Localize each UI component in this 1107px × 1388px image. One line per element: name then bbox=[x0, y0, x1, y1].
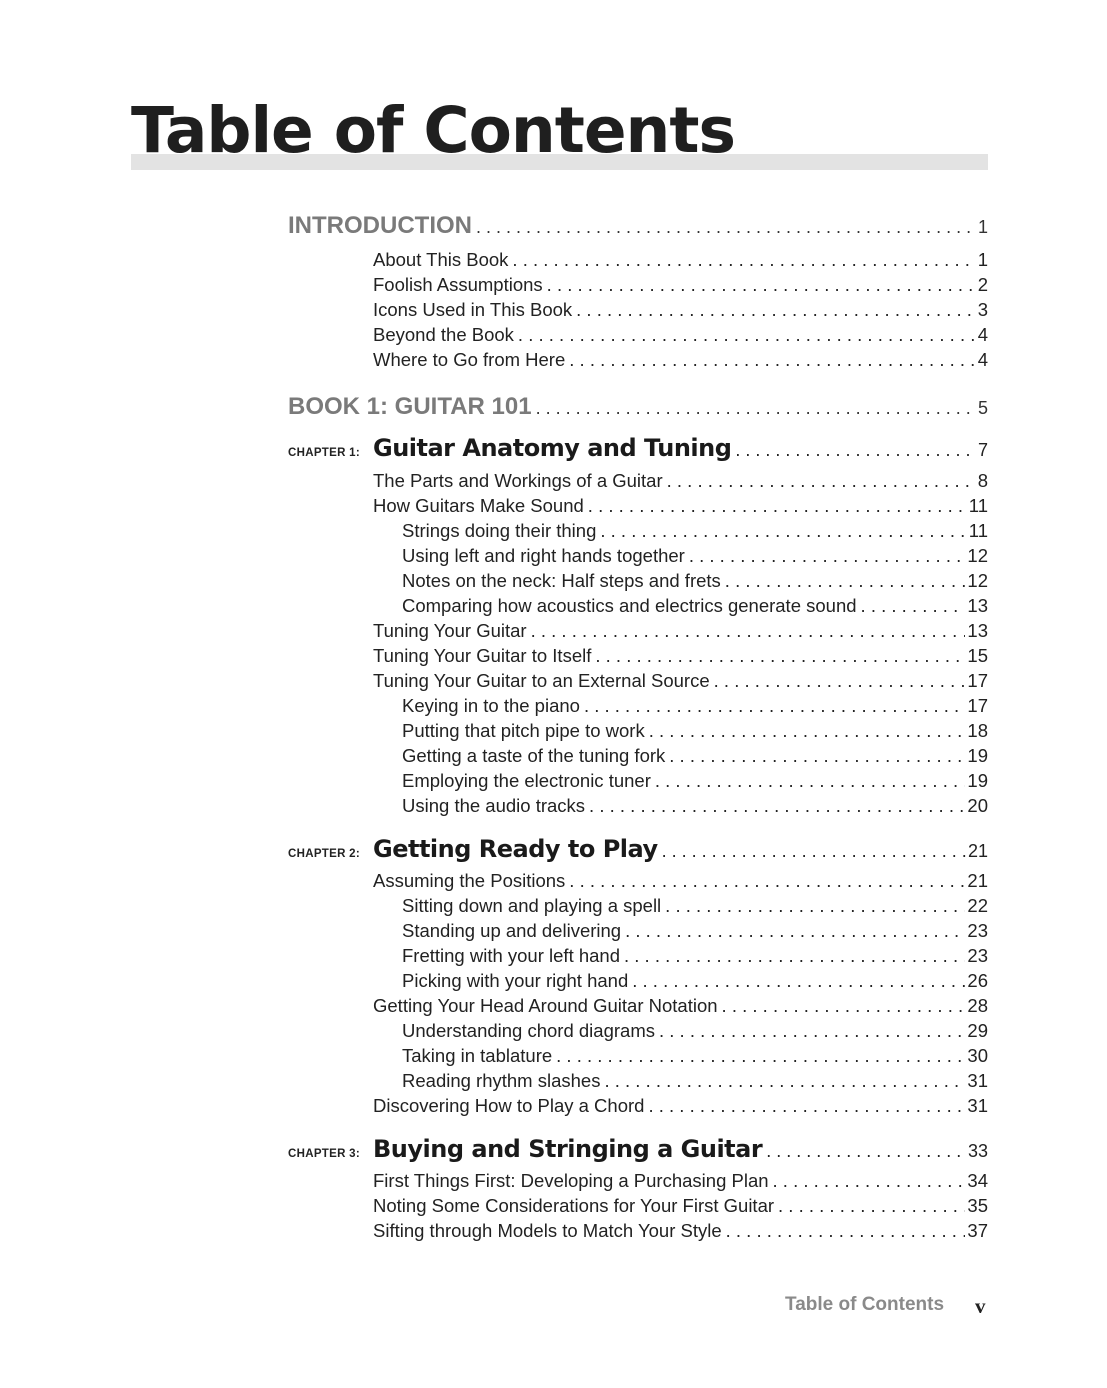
entry-label: Using the audio tracks bbox=[402, 795, 586, 816]
toc-entry[interactable] bbox=[373, 620, 988, 642]
page-title: Table of Contents bbox=[131, 94, 736, 167]
toc-subentry[interactable] bbox=[402, 570, 988, 592]
toc-entry[interactable] bbox=[373, 324, 988, 346]
entry-label: Sifting through Models to Match Your Style bbox=[373, 1220, 722, 1241]
toc-entry[interactable] bbox=[373, 1170, 988, 1192]
entry-label: How Guitars Make Sound bbox=[373, 495, 584, 516]
entry-label: Icons Used in This Book bbox=[373, 299, 573, 320]
toc-entry[interactable] bbox=[373, 870, 988, 892]
dot-leader bbox=[655, 770, 966, 792]
toc-subentry[interactable] bbox=[402, 720, 988, 742]
dot-leader bbox=[766, 1141, 966, 1162]
dot-leader bbox=[778, 1195, 965, 1217]
chapter-title: Buying and Stringing a Guitar bbox=[373, 1135, 763, 1163]
toc-subentry[interactable] bbox=[402, 695, 988, 717]
toc-subentry[interactable] bbox=[402, 795, 988, 817]
dot-leader bbox=[725, 570, 966, 592]
entry-label: Tuning Your Guitar to Itself bbox=[373, 645, 592, 666]
entry-label: Getting Your Head Around Guitar Notation bbox=[373, 995, 718, 1016]
toc-entry[interactable] bbox=[373, 249, 988, 271]
dot-leader bbox=[536, 398, 976, 419]
page-number: 26 bbox=[967, 970, 988, 991]
page-number: 33 bbox=[967, 1141, 988, 1161]
entry-label: First Things First: Developing a Purchasing Plan bbox=[373, 1170, 769, 1191]
dot-leader bbox=[861, 595, 966, 617]
entry-label: Reading rhythm slashes bbox=[402, 1070, 601, 1091]
page-number: 19 bbox=[967, 745, 988, 766]
page-number: 11 bbox=[968, 495, 988, 516]
page-number: 13 bbox=[967, 620, 988, 641]
toc-subentry[interactable] bbox=[402, 945, 988, 967]
page-number: 1 bbox=[977, 217, 988, 237]
chapter-number: CHAPTER 2: bbox=[288, 848, 361, 860]
dot-leader bbox=[589, 795, 965, 817]
dot-leader bbox=[595, 645, 965, 667]
page-number: 18 bbox=[967, 720, 988, 741]
dot-leader bbox=[518, 324, 976, 346]
entry-label: Taking in tablature bbox=[402, 1045, 553, 1066]
entry-label: Fretting with your left hand bbox=[402, 945, 620, 966]
toc-entry[interactable] bbox=[373, 349, 988, 371]
dot-leader bbox=[632, 970, 965, 992]
page-number: 22 bbox=[967, 895, 988, 916]
toc-entry[interactable] bbox=[373, 1095, 988, 1117]
page-number: 8 bbox=[977, 470, 988, 491]
page-number: 13 bbox=[967, 595, 988, 616]
dot-leader bbox=[569, 349, 975, 371]
toc-subentry[interactable] bbox=[402, 1020, 988, 1042]
page-number: 7 bbox=[977, 440, 988, 460]
dot-leader bbox=[714, 670, 966, 692]
toc-chapter-3[interactable] bbox=[288, 1135, 988, 1163]
page-number: 2 bbox=[977, 274, 988, 295]
toc-part-book-1[interactable] bbox=[288, 393, 988, 421]
page-number: 4 bbox=[977, 324, 988, 345]
dot-leader bbox=[604, 1070, 965, 1092]
toc-entry[interactable] bbox=[373, 1220, 988, 1242]
page-number: 19 bbox=[967, 770, 988, 791]
entry-label: Tuning Your Guitar bbox=[373, 620, 527, 641]
toc-chapter-2[interactable] bbox=[288, 835, 988, 863]
toc-subentry[interactable] bbox=[402, 520, 988, 542]
page-number: 17 bbox=[967, 670, 988, 691]
page-number: 23 bbox=[967, 920, 988, 941]
entry-label: Getting a taste of the tuning fork bbox=[402, 745, 666, 766]
page-number: 21 bbox=[967, 841, 988, 861]
entry-label: Discovering How to Play a Chord bbox=[373, 1095, 645, 1116]
page-number: 11 bbox=[968, 520, 988, 541]
dot-leader bbox=[662, 841, 966, 862]
dot-leader bbox=[689, 545, 966, 567]
page-number: 31 bbox=[967, 1095, 988, 1116]
page-number: 21 bbox=[967, 870, 988, 891]
entry-label: Assuming the Positions bbox=[373, 870, 566, 891]
dot-leader bbox=[722, 995, 966, 1017]
toc-entry[interactable] bbox=[373, 670, 988, 692]
entry-label: Comparing how acoustics and electrics generate sound bbox=[402, 595, 857, 616]
page-number: 12 bbox=[967, 545, 988, 566]
toc-entry[interactable] bbox=[373, 470, 988, 492]
toc-entry[interactable] bbox=[373, 299, 988, 321]
dot-leader bbox=[648, 1095, 965, 1117]
toc-subentry[interactable] bbox=[402, 970, 988, 992]
page-number: 15 bbox=[967, 645, 988, 666]
toc-subentry[interactable] bbox=[402, 595, 988, 617]
toc-subentry[interactable] bbox=[402, 745, 988, 767]
entry-label: Keying in to the piano bbox=[402, 695, 580, 716]
entry-label: About This Book bbox=[373, 249, 509, 270]
dot-leader bbox=[665, 895, 965, 917]
toc-entry[interactable] bbox=[373, 1195, 988, 1217]
page-number: 3 bbox=[977, 299, 988, 320]
dot-leader bbox=[726, 1220, 966, 1242]
entry-label: Noting Some Considerations for Your First Guitar bbox=[373, 1195, 775, 1216]
toc-entry[interactable] bbox=[373, 274, 988, 296]
toc-subentry[interactable] bbox=[402, 545, 988, 567]
toc-entry[interactable] bbox=[373, 495, 988, 517]
entry-label: Using left and right hands together bbox=[402, 545, 685, 566]
dot-leader bbox=[669, 745, 965, 767]
dot-leader bbox=[625, 920, 965, 942]
entry-label: Foolish Assumptions bbox=[373, 274, 543, 295]
page-number: 1 bbox=[977, 249, 988, 270]
dot-leader bbox=[667, 470, 976, 492]
page-number: 20 bbox=[967, 795, 988, 816]
part-label: BOOK 1: GUITAR 101 bbox=[288, 393, 532, 420]
toc-subentry[interactable] bbox=[402, 1070, 988, 1092]
toc-subentry[interactable] bbox=[402, 895, 988, 917]
dot-leader bbox=[735, 440, 976, 461]
chapter-number: CHAPTER 3: bbox=[288, 1148, 361, 1160]
entry-label: Tuning Your Guitar to an External Source bbox=[373, 670, 710, 691]
dot-leader bbox=[512, 249, 975, 271]
dot-leader bbox=[773, 1170, 966, 1192]
entry-label: Sitting down and playing a spell bbox=[402, 895, 662, 916]
toc-chapter-1[interactable] bbox=[288, 434, 988, 462]
toc-subentry[interactable] bbox=[402, 1045, 988, 1067]
dot-leader bbox=[588, 495, 967, 517]
dot-leader bbox=[576, 299, 976, 321]
entry-label: Picking with your right hand bbox=[402, 970, 629, 991]
page-number: 17 bbox=[967, 695, 988, 716]
page-number: 29 bbox=[967, 1020, 988, 1041]
dot-leader bbox=[624, 945, 965, 967]
page-number: 12 bbox=[967, 570, 988, 591]
dot-leader bbox=[531, 620, 966, 642]
page-number: 4 bbox=[977, 349, 988, 370]
footer-section-label: Table of Contents bbox=[785, 1294, 945, 1315]
entry-label: Employing the electronic tuner bbox=[402, 770, 651, 791]
dot-leader bbox=[584, 695, 965, 717]
dot-leader bbox=[600, 520, 966, 542]
entry-label: Understanding chord diagrams bbox=[402, 1020, 655, 1041]
toc-entry[interactable] bbox=[373, 995, 988, 1017]
entry-label: Putting that pitch pipe to work bbox=[402, 720, 645, 741]
entry-label: Beyond the Book bbox=[373, 324, 514, 345]
toc-subentry[interactable] bbox=[402, 770, 988, 792]
dot-leader bbox=[659, 1020, 965, 1042]
entry-label: Standing up and delivering bbox=[402, 920, 622, 941]
entry-label: Strings doing their thing bbox=[402, 520, 597, 541]
chapter-title: Guitar Anatomy and Tuning bbox=[373, 434, 732, 462]
dot-leader bbox=[476, 217, 976, 238]
dot-leader bbox=[649, 720, 966, 742]
page-number: 30 bbox=[967, 1045, 988, 1066]
page-number: 28 bbox=[967, 995, 988, 1016]
entry-label: Notes on the neck: Half steps and frets bbox=[402, 570, 721, 591]
page-number: 23 bbox=[967, 945, 988, 966]
toc-part-introduction[interactable] bbox=[288, 212, 988, 240]
dot-leader bbox=[556, 1045, 965, 1067]
page-number: 31 bbox=[967, 1070, 988, 1091]
part-label: INTRODUCTION bbox=[288, 212, 472, 239]
dot-leader bbox=[569, 870, 965, 892]
entry-label: Where to Go from Here bbox=[373, 349, 566, 370]
page-number: 5 bbox=[977, 398, 988, 418]
page-number: 37 bbox=[967, 1220, 988, 1241]
footer-page-number: v bbox=[975, 1294, 986, 1318]
page-number: 35 bbox=[967, 1195, 988, 1216]
dot-leader bbox=[547, 274, 976, 296]
entry-label: The Parts and Workings of a Guitar bbox=[373, 470, 663, 491]
page-number: 34 bbox=[967, 1170, 988, 1191]
chapter-number: CHAPTER 1: bbox=[288, 447, 361, 459]
toc-subentry[interactable] bbox=[402, 920, 988, 942]
toc-entry[interactable] bbox=[373, 645, 988, 667]
chapter-title: Getting Ready to Play bbox=[373, 835, 658, 863]
